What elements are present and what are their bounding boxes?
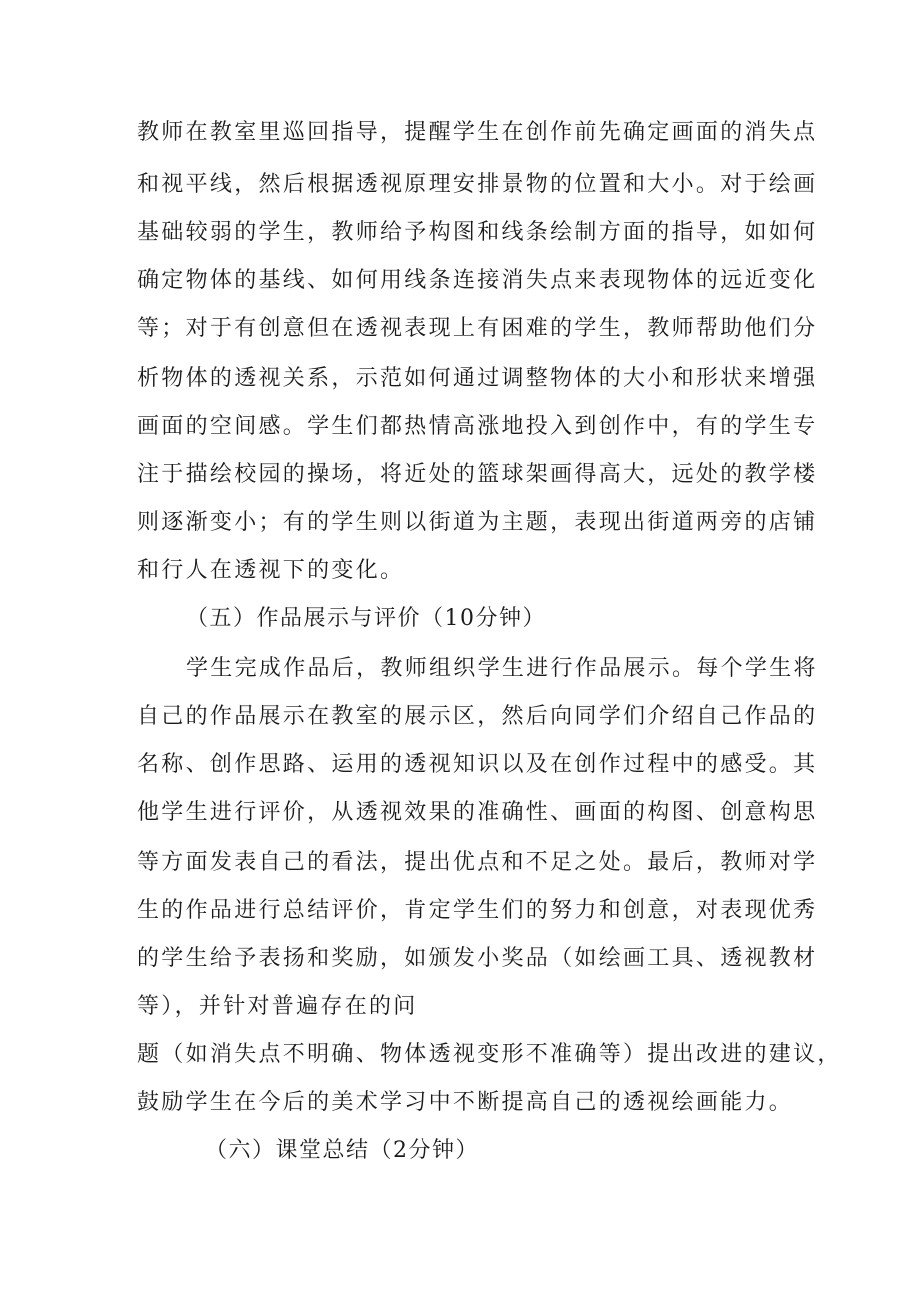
text-line: 和视平线，然后根据透视原理安排景物的位置和大小。对于绘画 bbox=[137, 172, 818, 197]
text-line: 注于描绘校园的操场，将近处的篮球架画得高大，远处的教学楼 bbox=[137, 462, 818, 487]
text-line: 学生完成作品后，教师组织学生进行作品展示。每个学生将 bbox=[186, 656, 818, 681]
text-line: 题（如消失点不明确、物体透视变形不准确等）提出改进的建议， bbox=[137, 1042, 842, 1067]
text-line: 他学生进行评价，从透视效果的准确性、画面的构图、创意构思 bbox=[137, 800, 818, 825]
text-line: 画面的空间感。学生们都热情高涨地投入到创作中，有的学生专 bbox=[137, 414, 818, 439]
text-line: 自己的作品展示在教室的展示区，然后向同学们介绍自己作品的 bbox=[137, 704, 818, 729]
text-line: 鼓励学生在今后的美术学习中不断提高自己的透视绘画能力。 bbox=[137, 1090, 794, 1115]
text-line: 教师在教室里巡回指导，提醒学生在创作前先确定画面的消失点 bbox=[137, 120, 818, 145]
text-line: 等；对于有创意但在透视表现上有困难的学生，教师帮助他们分 bbox=[137, 316, 818, 341]
text-line: 生的作品进行总结评价，肯定学生们的努力和创意，对表现优秀 bbox=[137, 898, 818, 923]
text-line: 等），并针对普遍存在的问 bbox=[137, 994, 418, 1019]
text-line: 的学生给予表扬和奖励，如颁发小奖品（如绘画工具、透视教材 bbox=[137, 946, 818, 971]
text-line: 和行人在透视下的变化。 bbox=[137, 558, 405, 583]
text-line: 则逐渐变小；有的学生则以街道为主题，表现出街道两旁的店铺 bbox=[137, 510, 818, 535]
text-line: 析物体的透视关系，示范如何通过调整物体的大小和形状来增强 bbox=[137, 366, 818, 391]
text-line: 等方面发表自己的看法，提出优点和不足之处。最后，教师对学 bbox=[137, 850, 818, 875]
text-line: 确定物体的基线、如何用线条连接消失点来表现物体的远近变化 bbox=[137, 268, 818, 293]
section-heading-5: （五）作品展示与评价（10分钟） bbox=[186, 606, 546, 631]
text-line: 基础较弱的学生，教师给予构图和线条绘制方面的指导，如如何 bbox=[137, 220, 818, 245]
text-line: 名称、创作思路、运用的透视知识以及在创作过程中的感受。其 bbox=[137, 752, 818, 777]
section-heading-6: （六）课堂总结（2分钟） bbox=[205, 1138, 479, 1163]
